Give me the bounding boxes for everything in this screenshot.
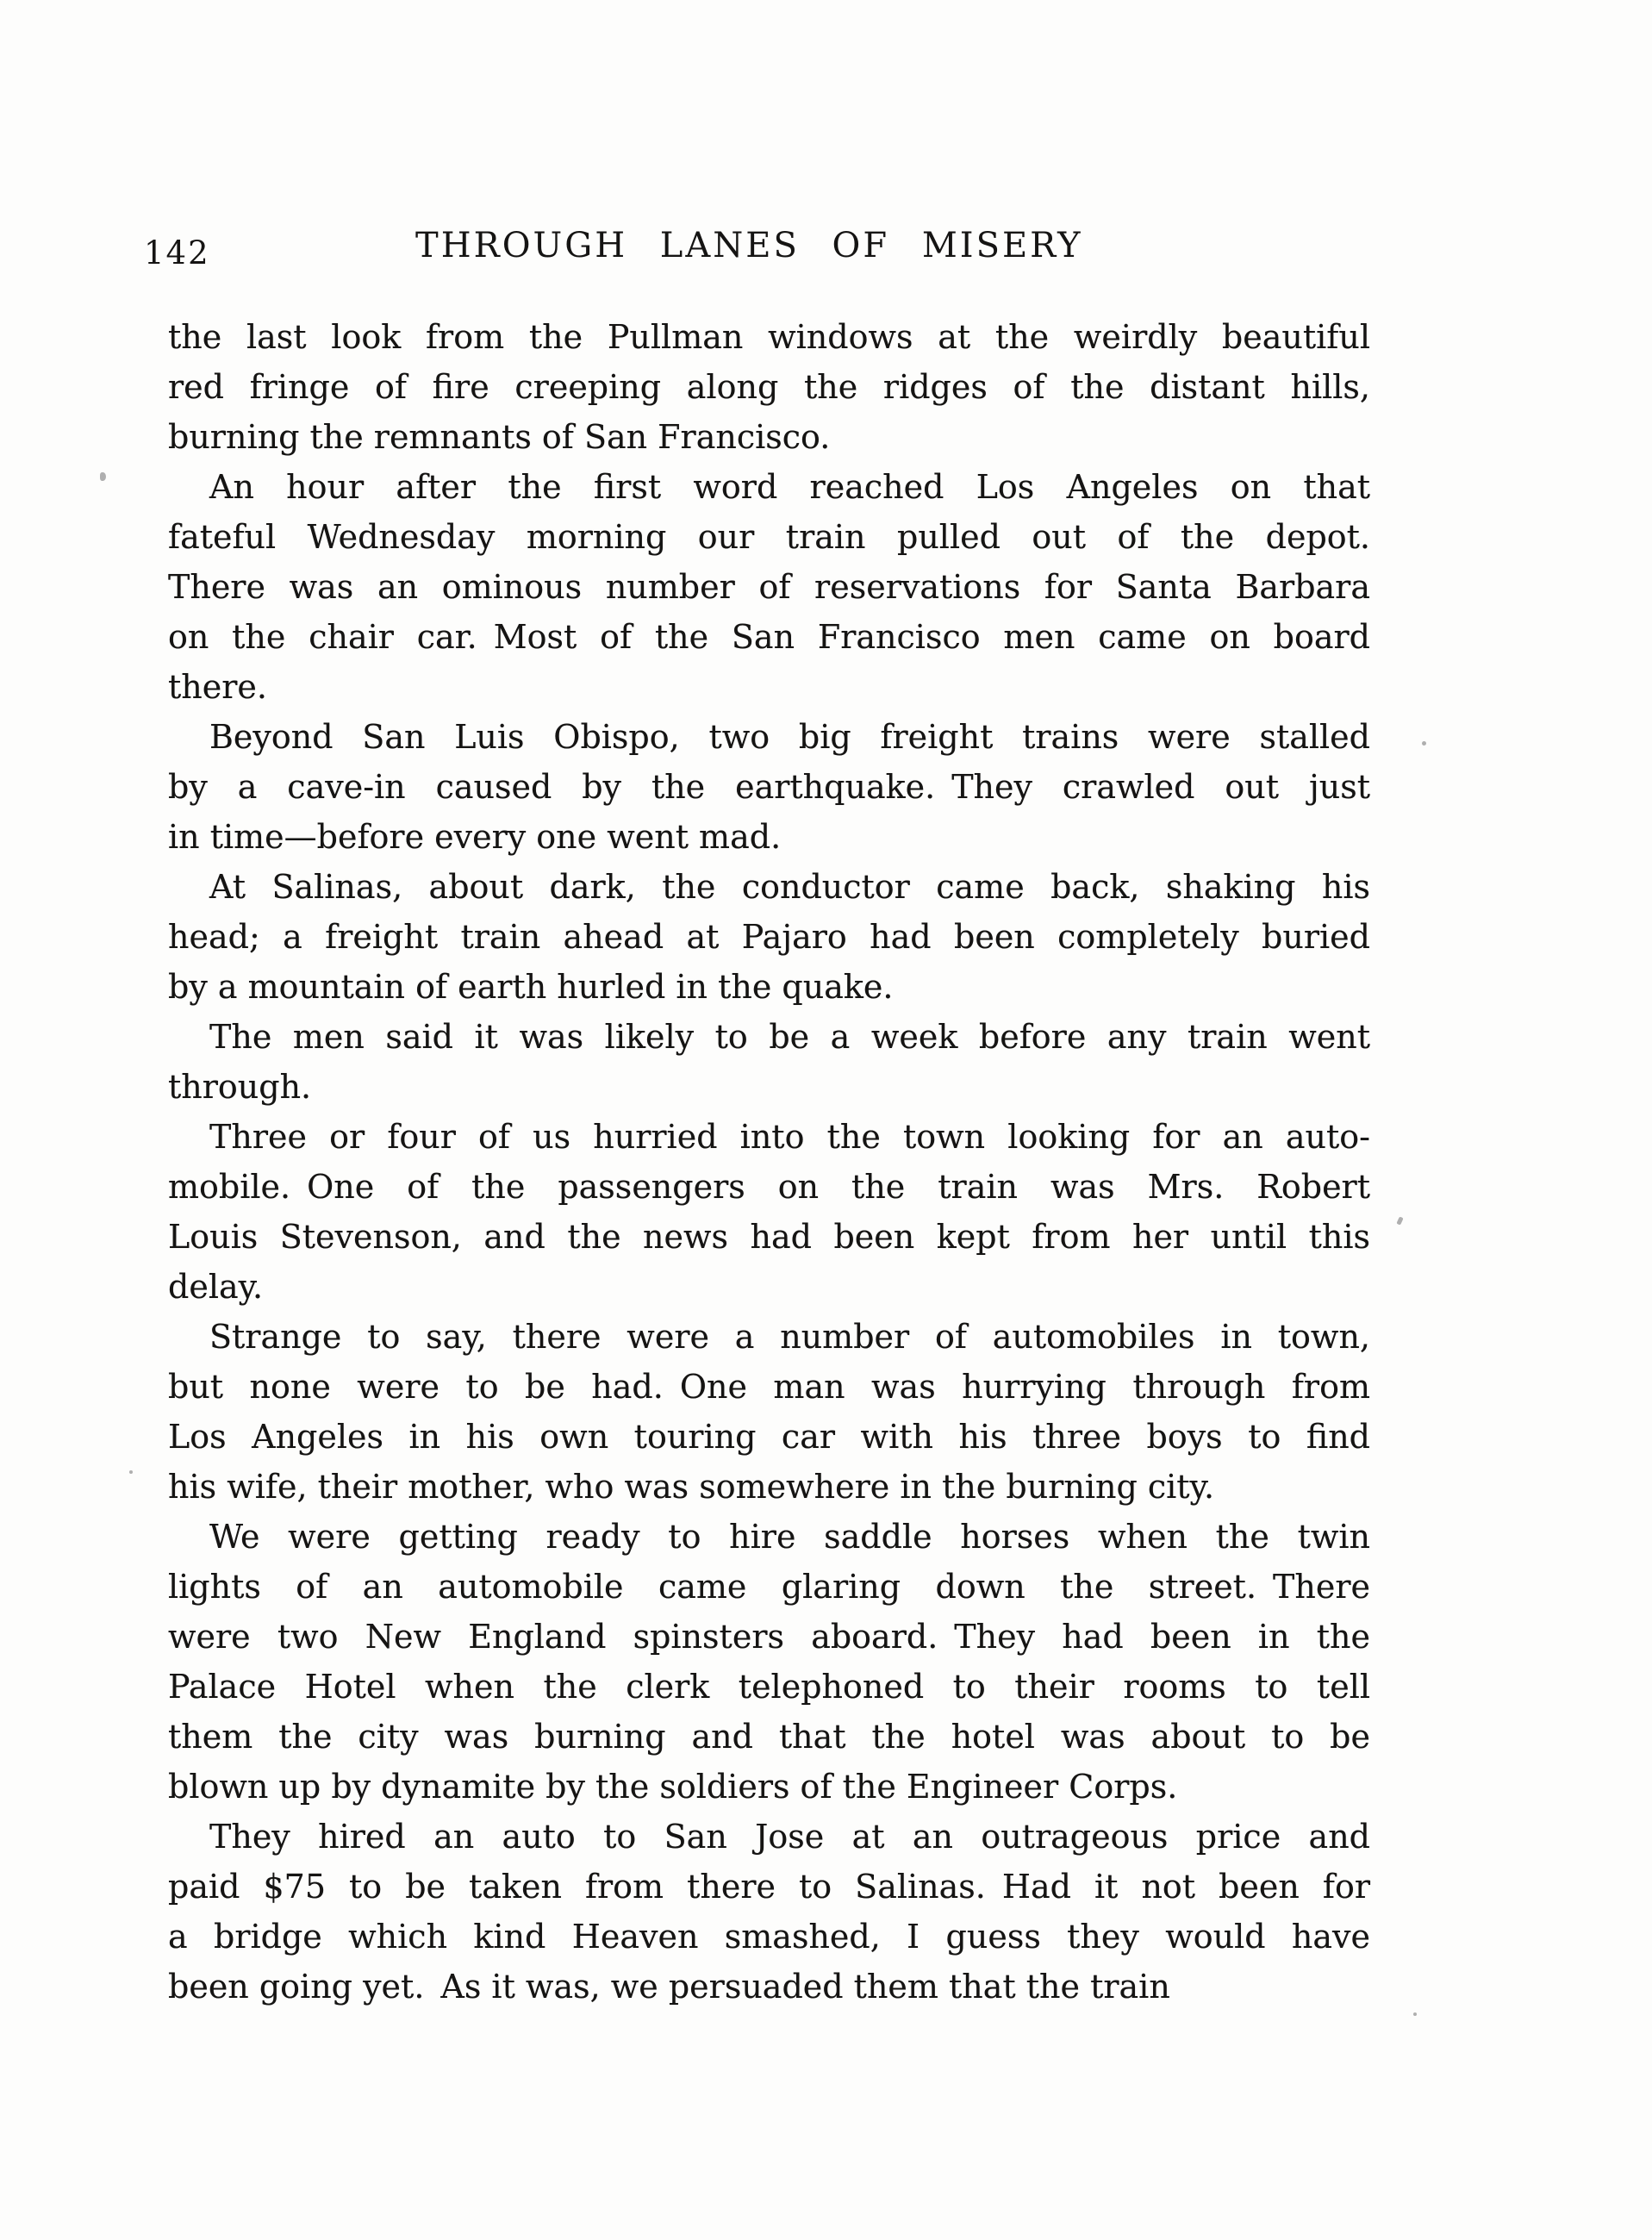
text-line: by a cave-in caused by the earthquake. They crawled out just	[168, 768, 1370, 806]
text-line: them the city was burning and that the hotel was about to be	[168, 1718, 1370, 1756]
text-line: The men said it was likely to be a week before any train went	[209, 1018, 1370, 1056]
text-line: blown up by dynamite by the soldiers of the Engineer Corps.	[168, 1768, 1178, 1806]
text-line: red fringe of fire creeping along the ridges of the distant hills,	[168, 368, 1370, 406]
text-line: fateful Wednesday morning our train pulled out of the depot.	[168, 518, 1370, 556]
page-header	[144, 226, 1370, 278]
scan-speck	[1422, 741, 1426, 746]
text-line: a bridge which kind Heaven smashed, I guess they would have	[168, 1918, 1370, 1956]
scan-speck	[1396, 1216, 1403, 1225]
text-line: burning the remnants of San Francisco.	[168, 418, 831, 456]
text-line: An hour after the first word reached Los Angeles on that	[209, 468, 1370, 506]
text-line: Palace Hotel when the clerk telephoned to their rooms to tell	[168, 1668, 1370, 1706]
text-line: Los Angeles in his own touring car with his three boys to find	[168, 1418, 1370, 1456]
page-body	[168, 312, 1370, 2012]
text-line: but none were to be had. One man was hurrying through from	[168, 1368, 1370, 1406]
text-line: head; a freight train ahead at Pajaro had been completely buried	[168, 918, 1370, 956]
text-line: the last look from the Pullman windows at the weirdly beautiful	[168, 318, 1370, 356]
text-line: through.	[168, 1068, 312, 1106]
text-line: Strange to say, there were a number of automobiles in town,	[209, 1318, 1370, 1356]
text-line: were two New England spinsters aboard. They had been in the	[168, 1618, 1370, 1656]
scan-speck	[100, 472, 106, 481]
text-line: by a mountain of earth hurled in the quake.	[168, 968, 894, 1006]
scan-speck	[129, 1470, 133, 1474]
text-line: paid $75 to be taken from there to Salinas. Had it not been for	[168, 1868, 1370, 1906]
text-line: on the chair car. Most of the San Francisco men came on board	[168, 618, 1370, 656]
text-line: in time—before every one went mad.	[168, 818, 782, 856]
text-line: delay.	[168, 1268, 264, 1306]
running-title: THROUGH LANES OF MISERY	[415, 226, 1083, 265]
page-number: 142	[144, 234, 210, 271]
text-line: mobile. One of the passengers on the train was Mrs. Robert	[168, 1168, 1370, 1206]
text-line: Beyond San Luis Obispo, two big freight trains were stalled	[209, 718, 1370, 756]
text-line: his wife, their mother, who was somewhere in the burning city.	[168, 1468, 1215, 1506]
text-line: They hired an auto to San Jose at an outrageous price and	[209, 1818, 1370, 1856]
text-line: Louis Stevenson, and the news had been kept from her until this	[168, 1218, 1370, 1256]
text-line: At Salinas, about dark, the conductor came back, shaking his	[209, 868, 1370, 906]
text-line: Three or four of us hurried into the town looking for an auto-	[209, 1118, 1370, 1156]
text-line: there.	[168, 668, 267, 706]
text-line: lights of an automobile came glaring down the street. There	[168, 1568, 1370, 1606]
text-line: been going yet. As it was, we persuaded them that the train	[168, 1968, 1170, 2006]
text-line: We were getting ready to hire saddle horses when the twin	[209, 1518, 1370, 1556]
scan-speck	[1413, 2012, 1417, 2016]
text-line: There was an ominous number of reservations for Santa Barbara	[168, 568, 1370, 606]
